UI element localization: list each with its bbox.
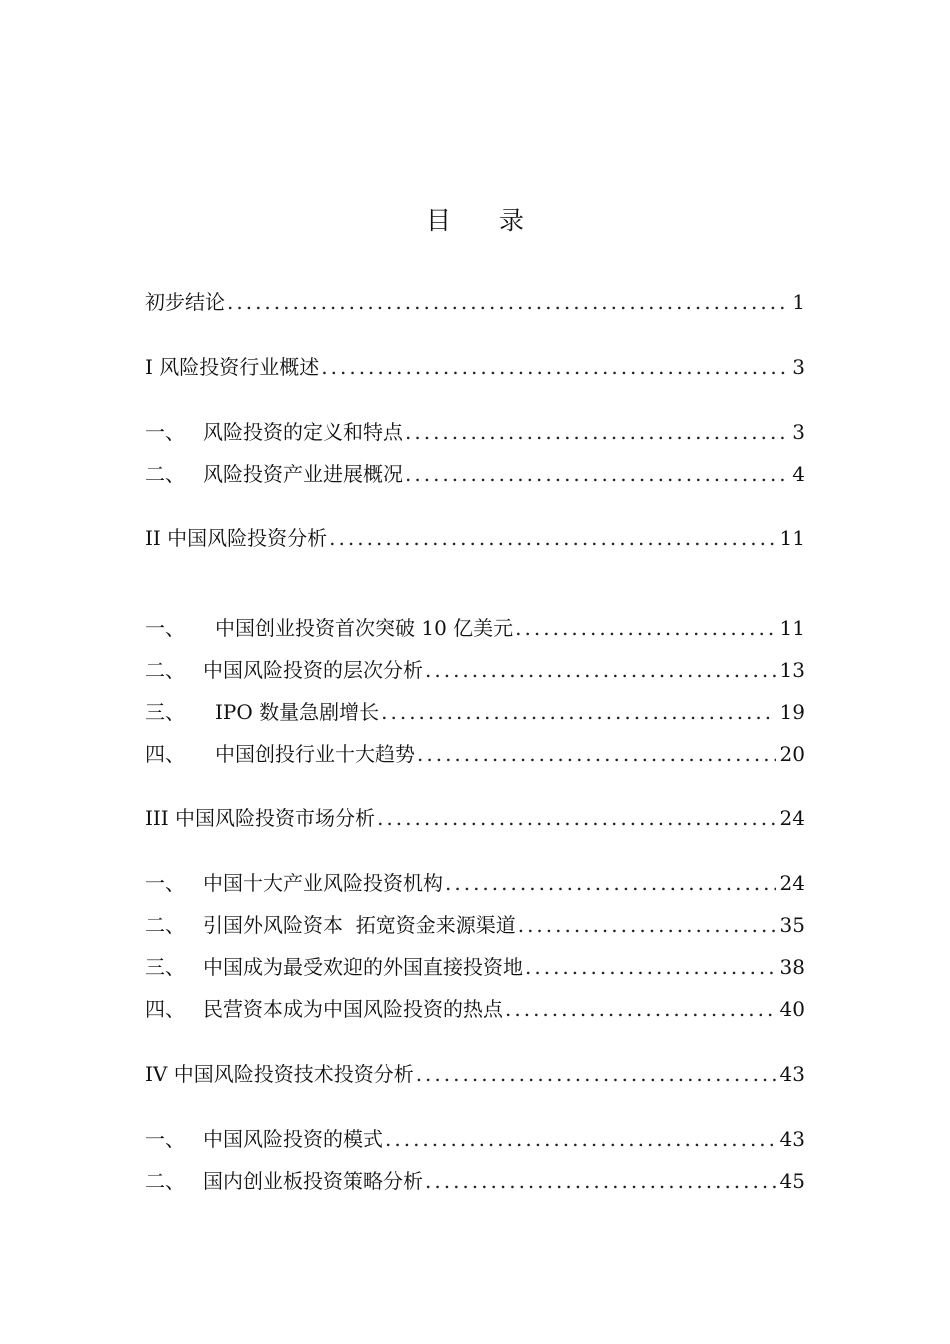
toc-entry-label: I 风险投资行业概述 [145, 355, 320, 379]
toc-dot-leader [227, 288, 788, 316]
toc-entry-page: 3 [792, 355, 805, 379]
toc-dot-leader [416, 1060, 776, 1088]
toc-entry[interactable] [145, 520, 805, 552]
toc-entry-label: 引国外风险资本 拓宽资金来源渠道 [203, 913, 516, 937]
toc-entry-number: 二、 [145, 913, 185, 937]
toc-entry[interactable] [145, 1163, 805, 1195]
toc-dot-leader [518, 911, 776, 939]
toc-entry[interactable] [145, 284, 805, 316]
toc-dot-leader [417, 740, 776, 768]
toc-entry-number: 三、 [145, 700, 185, 724]
toc-entry-label: 民营资本成为中国风险投资的热点 [203, 997, 503, 1021]
toc-entry-number: 四、 [145, 997, 185, 1021]
toc-entry-label: 中国创业投资首次突破 10 亿美元 [215, 616, 514, 640]
toc-entry[interactable] [145, 610, 805, 642]
toc-entry[interactable] [145, 414, 805, 446]
toc-entry[interactable] [145, 694, 805, 726]
toc-entry[interactable] [145, 800, 805, 832]
toc-entry-number: 二、 [145, 462, 185, 486]
toc-entry-number: 二、 [145, 658, 185, 682]
toc-entry-label: 国内创业板投资策略分析 [203, 1169, 423, 1193]
toc-dot-leader [321, 353, 788, 381]
toc-entry[interactable] [145, 991, 805, 1023]
toc-entry-label: 中国风险投资的模式 [203, 1127, 383, 1151]
toc-entry-label: IV 中国风险投资技术投资分析 [145, 1062, 414, 1086]
toc-entry-page: 43 [779, 1062, 805, 1086]
toc-entry[interactable] [145, 907, 805, 939]
toc-dot-leader [515, 614, 775, 642]
toc-entry-label: 风险投资的定义和特点 [203, 420, 403, 444]
toc-dot-leader [525, 953, 776, 981]
toc-entry-label: 风险投资产业进展概况 [203, 462, 403, 486]
toc-dot-leader [425, 656, 776, 684]
toc-dot-leader [377, 804, 775, 832]
toc-entry-label: II 中国风险投资分析 [145, 526, 328, 550]
toc-entry-page: 24 [779, 871, 805, 895]
toc-entry[interactable] [145, 1056, 805, 1088]
toc-entry-number: 一、 [145, 420, 185, 444]
toc-entry-page: 35 [779, 913, 805, 937]
toc-dot-leader [329, 524, 775, 552]
toc-entry-page: 1 [792, 290, 805, 314]
toc-entry-number: 一、 [145, 1127, 185, 1151]
toc-entry[interactable] [145, 949, 805, 981]
toc-entry-label: 中国风险投资的层次分析 [203, 658, 423, 682]
toc-dot-leader [381, 698, 775, 726]
toc-entry-page: 38 [779, 955, 805, 979]
toc-entry-page: 40 [779, 997, 805, 1021]
toc-entry-page: 45 [779, 1169, 805, 1193]
toc-entry[interactable] [145, 652, 805, 684]
toc-entry-label: 初步结论 [145, 290, 225, 314]
toc-entry-page: 13 [779, 658, 805, 682]
toc-entry-page: 11 [779, 616, 805, 640]
toc-entry-page: 11 [779, 526, 805, 550]
toc-dot-leader [425, 1167, 776, 1195]
toc-dot-leader [405, 418, 788, 446]
toc-entry-label: 中国十大产业风险投资机构 [203, 871, 443, 895]
toc-entry-page: 3 [792, 420, 805, 444]
toc-dot-leader [505, 995, 776, 1023]
toc-entry-label: IPO 数量急剧增长 [215, 700, 380, 724]
toc-entry[interactable] [145, 865, 805, 897]
toc-entry[interactable] [145, 1121, 805, 1153]
toc-entry-number: 一、 [145, 616, 185, 640]
toc-entry-number: 三、 [145, 955, 185, 979]
toc-dot-leader [385, 1125, 776, 1153]
toc-entry[interactable] [145, 456, 805, 488]
toc-entry-page: 24 [779, 806, 805, 830]
toc-entry-number: 一、 [145, 871, 185, 895]
toc-entry-page: 19 [779, 700, 805, 724]
toc-entry-label: 中国成为最受欢迎的外国直接投资地 [203, 955, 523, 979]
page-title: 目录 [425, 206, 572, 235]
toc-entry-page: 43 [779, 1127, 805, 1151]
toc-entry-page: 4 [792, 462, 805, 486]
toc-entry-page: 20 [779, 742, 805, 766]
toc-entry[interactable] [145, 349, 805, 381]
toc-dot-leader [405, 460, 788, 488]
toc-entry[interactable] [145, 736, 805, 768]
toc-entry-label: 中国创投行业十大趋势 [215, 742, 415, 766]
toc-entry-label: III 中国风险投资市场分析 [145, 806, 376, 830]
toc-entry-number: 二、 [145, 1169, 185, 1193]
toc-dot-leader [445, 869, 776, 897]
toc-entry-number: 四、 [145, 742, 185, 766]
